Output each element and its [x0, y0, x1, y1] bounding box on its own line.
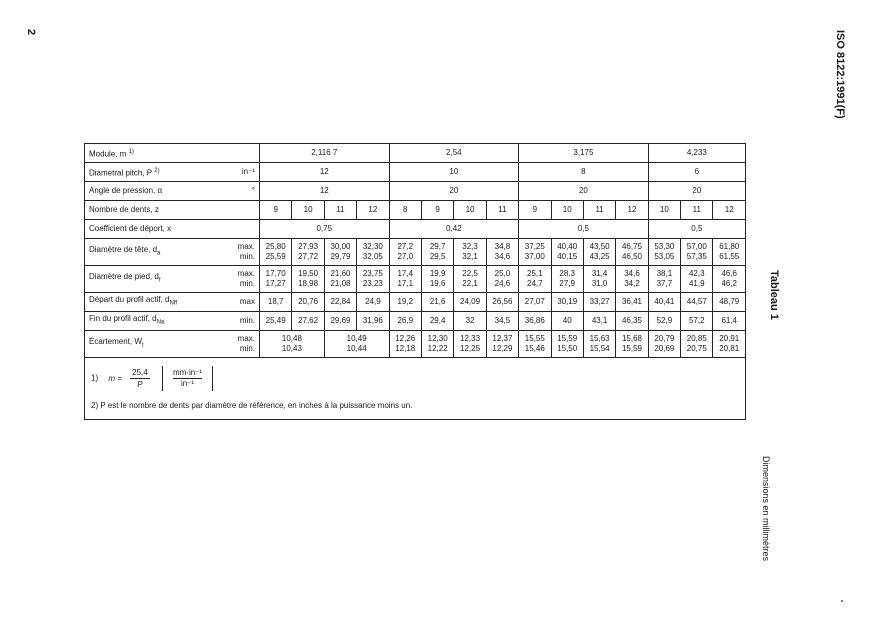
- cell-value: 22,84: [324, 293, 356, 312]
- cell-value: 12: [357, 201, 389, 220]
- cell-value: 57,00 57,35: [681, 239, 713, 266]
- row-shift: Coefficient de déport, x 0,75 0,42 0,5 0,5: [85, 220, 746, 239]
- cell-value: 43,1: [583, 312, 615, 331]
- cell-value: 26,9: [389, 312, 421, 331]
- cell-value: 8: [389, 201, 421, 220]
- cell-value: 29,69: [324, 312, 356, 331]
- cell-value: 34,8 34,6: [486, 239, 518, 266]
- row-spacing: Écartement, $W_t$ max. min. 10,48 10,43 10,49 10,44 12,26 12,18 12,30 12,22 12,33 12,25 12,37 12,29 15,55 15,46 15,59 15,50 15,63 15,54 15,68 15,59 20,79 20,69 20,85 20,75 20,91 20,81: [85, 331, 746, 358]
- cell-value: 30,19: [551, 293, 583, 312]
- cell-value: 24,09: [454, 293, 486, 312]
- cell-value: 27,2 27,0: [389, 239, 421, 266]
- cell-value: 11: [324, 201, 356, 220]
- footnote-2: 2) P est le nombre de dents par diamètre de référence, en inches à la puissance moins un.: [91, 401, 413, 410]
- cell-value: 42,3 41,9: [681, 266, 713, 293]
- cell-value: 27,62: [292, 312, 324, 331]
- cell-value: 24,9: [357, 293, 389, 312]
- cell-value: 23,75 23,23: [357, 266, 389, 293]
- row-label: Angle de pression, α: [85, 182, 215, 201]
- row-active-profile-end: Fin du profil actif, $d_{Na}$ min. 25,49 27,62 29,69 31,96 26,9 29,4 32 34,5 36,86 40 43,1 46,35 52,9 57,2 61,4: [85, 312, 746, 331]
- cell-value: 10,49 10,44: [324, 331, 389, 358]
- cell-value: 20,85 20,75: [681, 331, 713, 358]
- row-pressure-angle: Angle de pression, α ° 12 20 20 20: [85, 182, 746, 201]
- row-module: Module, m $^{1)}$ 2,116 7 2,54 3,175 4,233: [85, 144, 746, 163]
- cell-value: 17,4 17,1: [389, 266, 421, 293]
- module-value: 4,233: [648, 144, 745, 163]
- cell-value: 12: [616, 201, 648, 220]
- cell-value: 36,86: [519, 312, 551, 331]
- cell-value: 36,41: [616, 293, 648, 312]
- cell-value: 30,00 29,79: [324, 239, 356, 266]
- cell-value: 29,4: [421, 312, 453, 331]
- cell-value: 20,91 20,81: [713, 331, 746, 358]
- cell-value: 28,3 27,9: [551, 266, 583, 293]
- row-label: Diamètre de tête, d: [89, 245, 158, 255]
- row-teeth: [85, 201, 746, 220]
- cell-value: 15,63 15,54: [583, 331, 615, 358]
- row-label: Nombre de dents, z: [85, 201, 215, 220]
- cell-value: 53,30 53,05: [648, 239, 680, 266]
- cell-value: 11: [681, 201, 713, 220]
- row-tip-diameter: Diamètre de tête, $d_a$ max. min. 25,80 25,59 27,93 27,72 30,00 29,79 32,30 32,05 27,2 27,0 29,7 29,5 32,3 32,1 34,8 34,6 37,25 37,00 40,40 40,15 43,50 43,25 46,75 46,50 53,30 53,05 57,00 57,35 61,80 61,55: [85, 239, 746, 266]
- cell-value: 25,0 24,6: [486, 266, 518, 293]
- cell-value: 10: [454, 201, 486, 220]
- cell-value: 18,7: [260, 293, 292, 312]
- cell-value: 37,25 37,00: [519, 239, 551, 266]
- cell-value: 40,40 40,15: [551, 239, 583, 266]
- cell-value: 33,27: [583, 293, 615, 312]
- row-label: Diametral pitch, P: [89, 168, 152, 178]
- cell-value: 25,80 25,59: [260, 239, 292, 266]
- cell-value: 12,30 12,22: [421, 331, 453, 358]
- cell-value: 40: [551, 312, 583, 331]
- scan-dot: [841, 600, 843, 602]
- cell-value: 11: [583, 201, 615, 220]
- cell-value: 12,26 12,18: [389, 331, 421, 358]
- cell-value: 40,41: [648, 293, 680, 312]
- cell-value: 57,2: [681, 312, 713, 331]
- footnote-1: 1) m = $\frac{25,4}{P}$ $\frac{\text{mm·in⁻¹}}{\text{in⁻¹}}$: [91, 366, 739, 391]
- cell-value: 10: [648, 201, 680, 220]
- dimensions-note: Dimensions en millimètres: [761, 456, 771, 562]
- cell-value: 20,79 20,69: [648, 331, 680, 358]
- cell-value: 20,76: [292, 293, 324, 312]
- row-active-profile-start: Départ du profil actif, $d_{Nff}$ max 18,7 20,76 22,84 24,9 19,2 21,6 24,09 26,56 27,07 30,19 33,27 36,41 40,41 44,57 48,79: [85, 293, 746, 312]
- row-unit: in⁻¹: [215, 163, 260, 182]
- cell-value: 12: [713, 201, 746, 220]
- module-value: 2,116 7: [260, 144, 390, 163]
- cell-value: 46,6 46,2: [713, 266, 746, 293]
- cell-value: 10: [551, 201, 583, 220]
- cell-value: 25,49: [260, 312, 292, 331]
- cell-value: 17,70 17,27: [260, 266, 292, 293]
- cell-value: 34,6 34,2: [616, 266, 648, 293]
- cell-value: 9: [260, 201, 292, 220]
- row-root-diameter: Diamètre de pied, $d_f$ max. min. 17,70 17,27 19,50 18,98 21,60 21,08 23,75 23,23 17,4 17,1 19,9 19,6 22,5 22,1 25,0 24,6 25,1 24,7 28,3 27,9 31,4 31,0 34,6 34,2 38,1 37,7 42,3 41,9 46,6 46,2: [85, 266, 746, 293]
- cell-value: 32,30 32,05: [357, 239, 389, 266]
- standard-id: ISO 8122:1991(F): [834, 30, 846, 119]
- cell-value: 46,75 46,50: [616, 239, 648, 266]
- cell-value: 61,80 61,55: [713, 239, 746, 266]
- cell-value: 34,5: [486, 312, 518, 331]
- cell-value: 15,55 15,46: [519, 331, 551, 358]
- gear-data-table: [84, 143, 746, 420]
- cell-value: 32: [454, 312, 486, 331]
- row-unit: min.: [215, 312, 260, 331]
- cell-value: 46,35: [616, 312, 648, 331]
- cell-value: 25,1 24,7: [519, 266, 551, 293]
- row-label: Fin du profil actif, d: [89, 314, 157, 324]
- cell-value: 21,60 21,08: [324, 266, 356, 293]
- row-unit: °: [215, 182, 260, 201]
- row-pitch: Diametral pitch, P $^{2)}$ in⁻¹ 12 10 8 6: [85, 163, 746, 182]
- cell-value: 22,5 22,1: [454, 266, 486, 293]
- module-value: 3,175: [519, 144, 649, 163]
- row-label: Module, m: [89, 149, 127, 159]
- row-label: Coefficient de déport, x: [85, 220, 215, 239]
- footnotes: [85, 358, 746, 420]
- table-caption: Tableau 1: [768, 270, 780, 320]
- row-label: Écartement, W: [89, 337, 142, 347]
- row-label: Diamètre de pied, d: [89, 272, 159, 282]
- cell-value: 19,9 19,6: [421, 266, 453, 293]
- cell-value: 32,3 32,1: [454, 239, 486, 266]
- module-value: 2,54: [389, 144, 519, 163]
- cell-value: 31,4 31,0: [583, 266, 615, 293]
- cell-value: 52,9: [648, 312, 680, 331]
- cell-value: 44,57: [681, 293, 713, 312]
- cell-value: 27,07: [519, 293, 551, 312]
- cell-value: 48,79: [713, 293, 746, 312]
- cell-value: 19,2: [389, 293, 421, 312]
- cell-value: 26,56: [486, 293, 518, 312]
- cell-value: 11: [486, 201, 518, 220]
- cell-value: 29,7 29,5: [421, 239, 453, 266]
- cell-value: 10: [292, 201, 324, 220]
- cell-value: 15,68 15,59: [616, 331, 648, 358]
- cell-value: 61,4: [713, 312, 746, 331]
- cell-value: 12,37 12,29: [486, 331, 518, 358]
- row-unit: max: [215, 293, 260, 312]
- cell-value: 9: [421, 201, 453, 220]
- row-label: Départ du profil actif, d: [89, 295, 170, 305]
- cell-value: 10,48 10,43: [260, 331, 325, 358]
- cell-value: 38,1 37,7: [648, 266, 680, 293]
- cell-value: 21,6: [421, 293, 453, 312]
- cell-value: 12,33 12,25: [454, 331, 486, 358]
- cell-value: 9: [519, 201, 551, 220]
- cell-value: 15,59 15,50: [551, 331, 583, 358]
- cell-value: 19,50 18,98: [292, 266, 324, 293]
- cell-value: 43,50 43,25: [583, 239, 615, 266]
- cell-value: 27,93 27,72: [292, 239, 324, 266]
- page-number: 2: [25, 28, 38, 36]
- cell-value: 31,96: [357, 312, 389, 331]
